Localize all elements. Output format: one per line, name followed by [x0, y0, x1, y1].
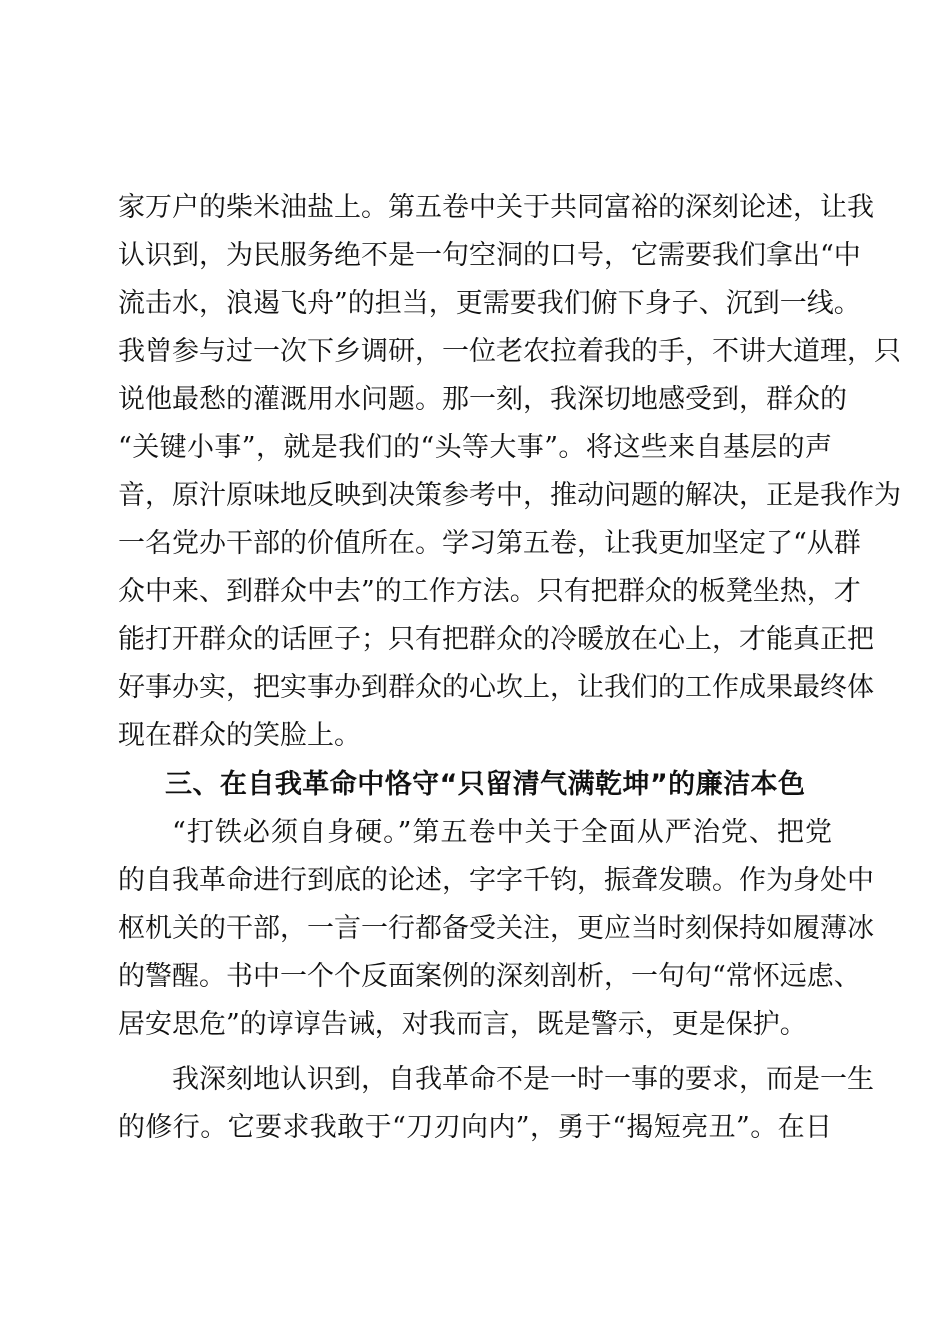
text-line: 能打开群众的话匣子；只有把群众的冷暖放在心上，才能真正把 — [118, 624, 874, 655]
text-line: “关键小事”，就是我们的“头等大事”。将这些来自基层的声 — [118, 432, 832, 463]
text-line: 的自我革命进行到底的论述，字字千钧，振聋发聩。作为身处中 — [118, 865, 874, 896]
text-line: 流击水，浪遏飞舟”的担当，更需要我们俯下身子、沉到一线。 — [118, 288, 861, 319]
section-heading: 三、在自我革命中恪守“只留清气满乾坤”的廉洁本色 — [165, 769, 805, 800]
text-line: 现在群众的笑脸上。 — [118, 720, 361, 751]
text-line: 音，原汁原味地反映到决策参考中，推动问题的解决，正是我作为 — [118, 480, 901, 511]
text-line: 我曾参与过一次下乡调研，一位老农拉着我的手，不讲大道理，只 — [118, 336, 901, 367]
text-line: 说他最愁的灌溉用水问题。那一刻，我深切地感受到，群众的 — [118, 384, 847, 415]
text-line: 的警醒。书中一个个反面案例的深刻剖析，一句句“常怀远虑、 — [118, 961, 861, 992]
text-line: 众中来、到群众中去”的工作方法。只有把群众的板凳坐热，才 — [118, 576, 861, 607]
text-line: 好事办实，把实事办到群众的心坎上，让我们的工作成果最终体 — [118, 672, 874, 703]
text-line: 我深刻地认识到，自我革命不是一时一事的要求，而是一生 — [172, 1064, 874, 1095]
text-line: 一名党办干部的价值所在。学习第五卷，让我更加坚定了“从群 — [118, 528, 861, 559]
text-line: “打铁必须自身硬。”第五卷中关于全面从严治党、把党 — [172, 817, 832, 848]
text-line: 居安思危”的谆谆告诫，对我而言，既是警示，更是保护。 — [118, 1009, 807, 1040]
text-line: 认识到，为民服务绝不是一句空洞的口号，它需要我们拿出“中 — [118, 240, 861, 271]
text-line: 的修行。它要求我敢于“刀刃向内”，勇于“揭短亮丑”。在日 — [118, 1112, 832, 1143]
text-line: 枢机关的干部，一言一行都备受关注，更应当时刻保持如履薄冰 — [118, 913, 874, 944]
text-line: 家万户的柴米油盐上。第五卷中关于共同富裕的深刻论述，让我 — [118, 192, 874, 223]
